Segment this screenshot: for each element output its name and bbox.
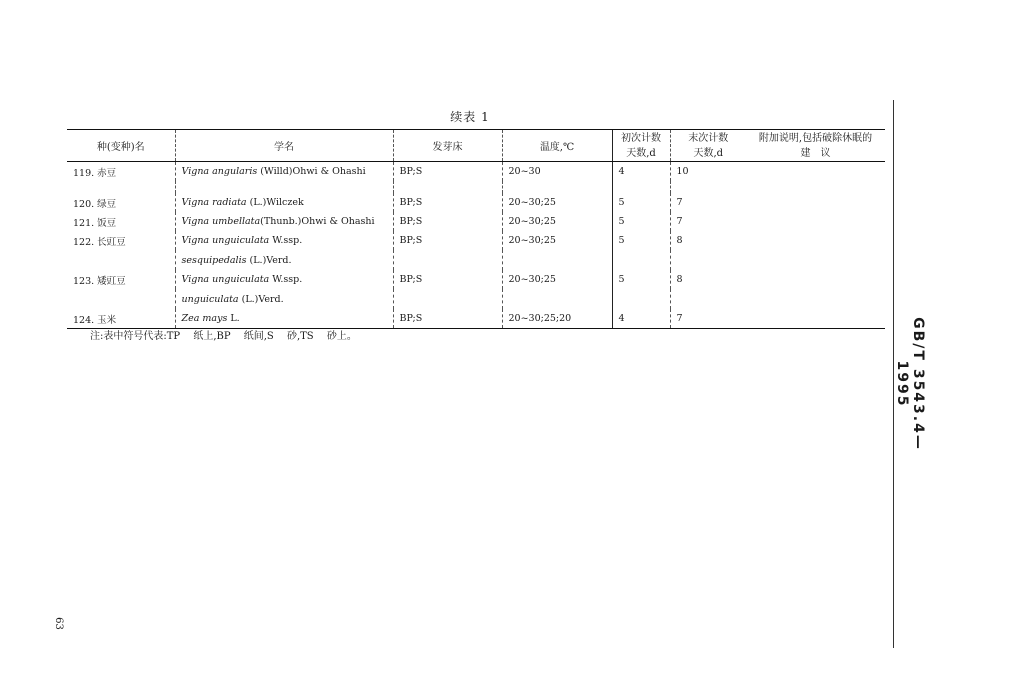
header-remarks-bottom: 建 议 (800, 147, 831, 159)
table-row-continuation (67, 289, 885, 309)
cell-final-count: 7 (670, 212, 746, 231)
cell-temperature: 20~30;25;20 (502, 309, 612, 329)
sci-genus-species: Zea mays (181, 313, 228, 324)
table-row-continuation (67, 250, 885, 270)
header-species: 种(变种)名 (67, 130, 175, 162)
cell-substrate: BP;S (393, 270, 502, 289)
standard-code: GB/T 3543.4—1995 (894, 317, 926, 451)
cell-remark (746, 309, 885, 329)
sci-authority: (L.)Verd. (238, 293, 284, 305)
header-first-count-top: 初次计数 (621, 132, 661, 144)
sci-genus-species: Vigna unguiculata (181, 274, 270, 285)
header-remarks-top: 附加说明,包括破除休眠的 (758, 132, 873, 144)
cell-species: 124. 玉米 (67, 309, 175, 329)
table-note: 注:表中符号代表:TP 纸上,BP 纸间,S 砂,TS 砂上。 (90, 331, 357, 342)
cell-remark (746, 212, 885, 231)
table-row (67, 231, 885, 250)
header-substrate: 发芽床 (393, 130, 502, 162)
cell-final-count: 10 (670, 162, 746, 182)
table-row (67, 212, 885, 231)
cell-first-count: 4 (612, 162, 670, 182)
cell-first-count: 4 (612, 309, 670, 329)
cell-substrate: BP;S (393, 309, 502, 329)
cell-remark (746, 270, 885, 289)
cell-temperature: 20~30;25 (502, 231, 612, 250)
cell-species: 123. 矮豇豆 (73, 275, 126, 287)
cell-scientific-name (175, 162, 393, 182)
sci-authority: (Willd)Ohwi & Ohashi (257, 166, 366, 177)
header-first-count-bottom: 天数,d (626, 147, 656, 159)
sci-authority: W.ssp. (269, 235, 303, 246)
cell-remark (746, 193, 885, 212)
cell-species: 121. 饭豆 (73, 217, 117, 229)
cell-substrate: BP;S (393, 193, 502, 212)
sci-genus-species: Vigna angularis (181, 166, 258, 177)
cell-species: 122. 长豇豆 (73, 236, 126, 248)
cell-temperature: 20~30;25 (502, 212, 612, 231)
cell-temperature: 20~30;25 (502, 270, 612, 289)
sci-subspecies: unguiculata (181, 293, 239, 305)
header-final-count-bottom: 天数,d (693, 147, 724, 159)
table-row (67, 193, 885, 212)
cell-final-count: 7 (670, 193, 746, 212)
table-row (67, 309, 885, 329)
cell-first-count: 5 (612, 193, 670, 212)
germination-table-container (67, 129, 885, 329)
cell-first-count: 5 (612, 231, 670, 250)
header-final-count (670, 130, 746, 162)
sci-authority: (Thunb.)Ohwi & Ohashi (260, 216, 375, 227)
header-final-count-top: 末次计数 (688, 132, 729, 144)
cell-first-count: 5 (612, 270, 670, 289)
cell-scientific-name (175, 193, 393, 212)
cell-scientific-name (175, 231, 393, 250)
cell-species: 120. 绿豆 (73, 198, 117, 210)
sci-genus-species: Vigna umbellata (181, 216, 261, 227)
cell-remark (746, 162, 885, 182)
header-temperature: 温度,℃ (502, 130, 612, 162)
cell-scientific-name (175, 270, 393, 289)
sci-authority: W.ssp. (269, 274, 303, 285)
sci-subspecies: sesquipedalis (181, 254, 247, 266)
sci-authority: L. (227, 313, 240, 324)
cell-scientific-name (175, 212, 393, 231)
header-remarks (746, 130, 885, 162)
header-first-count (612, 130, 670, 162)
header-scientific-name: 学名 (175, 130, 393, 162)
cell-first-count: 5 (612, 212, 670, 231)
cell-species: 119. 赤豆 (73, 167, 117, 179)
cell-substrate: BP;S (393, 212, 502, 231)
cell-temperature: 20~30;25 (502, 193, 612, 212)
page-number: 63 (52, 617, 64, 630)
cell-scientific-name-line2 (175, 250, 393, 270)
cell-substrate: BP;S (393, 231, 502, 250)
table-row (67, 162, 885, 182)
sci-authority: (L.)Wilczek (246, 197, 304, 208)
sci-genus-species: Vigna radiata (181, 197, 247, 208)
cell-final-count: 7 (670, 309, 746, 329)
table-row (67, 270, 885, 289)
cell-scientific-name (175, 309, 393, 329)
table-caption: 续表 1 (450, 110, 490, 124)
cell-final-count: 8 (670, 270, 746, 289)
cell-scientific-name-line2 (175, 289, 393, 309)
table-spacer-row (67, 181, 885, 193)
cell-remark (746, 231, 885, 250)
cell-final-count: 8 (670, 231, 746, 250)
germination-table (67, 129, 885, 329)
sci-authority: (L.)Verd. (246, 254, 292, 266)
table-header-row (67, 130, 885, 162)
cell-substrate: BP;S (393, 162, 502, 182)
sci-genus-species: Vigna unguiculata (181, 235, 270, 246)
cell-temperature: 20~30 (502, 162, 612, 182)
